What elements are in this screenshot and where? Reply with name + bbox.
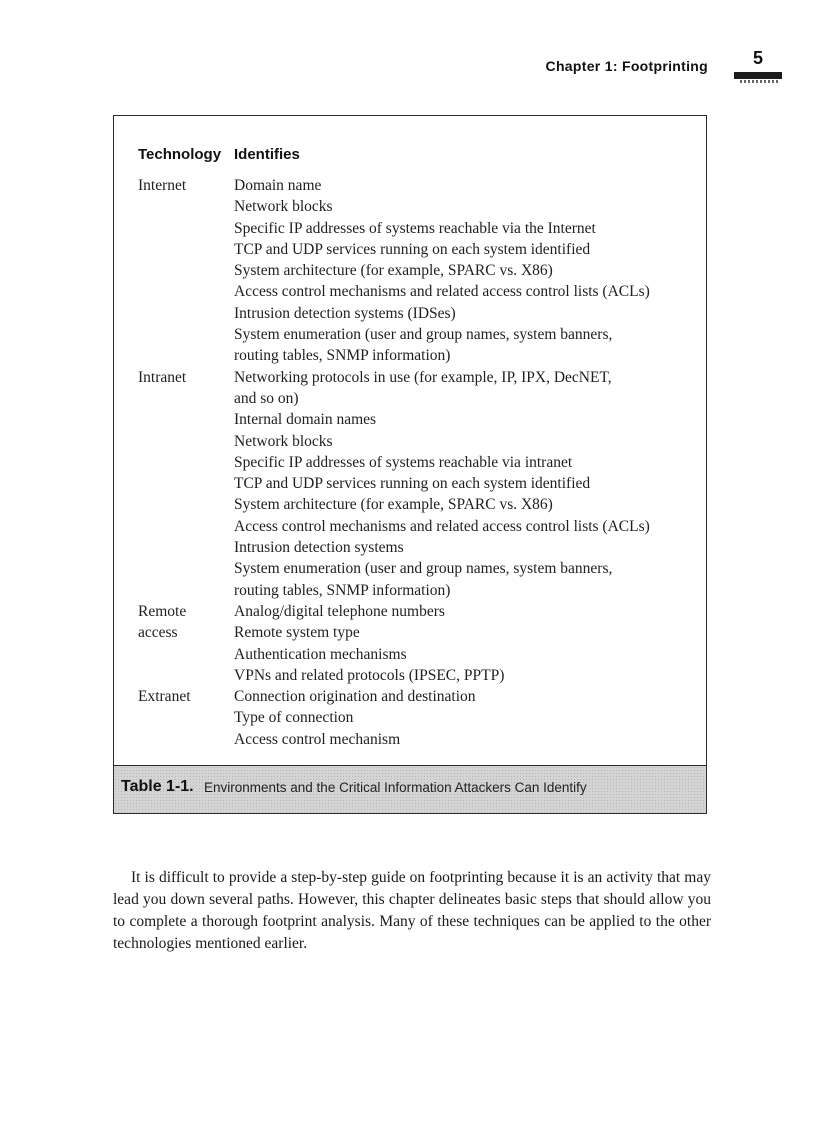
table-row bbox=[138, 601, 698, 686]
identifies-item: TCP and UDP services running on each system identified bbox=[234, 240, 591, 258]
identifies-item: routing tables, SNMP information) bbox=[234, 347, 451, 365]
technology-label: access bbox=[138, 624, 178, 642]
identifies-item: System architecture (for example, SPARC vs. X86) bbox=[234, 262, 553, 280]
identifies-item: routing tables, SNMP information) bbox=[234, 581, 451, 599]
identifies-item: System enumeration (user and group names, system banners, bbox=[234, 560, 613, 578]
technology-label: Remote bbox=[138, 602, 187, 620]
table-row bbox=[138, 367, 698, 601]
identifies-item: Internal domain names bbox=[234, 411, 377, 429]
technology-cell bbox=[138, 175, 234, 367]
identifies-item: Network blocks bbox=[234, 198, 333, 216]
identifies-item: Connection origination and destination bbox=[234, 688, 476, 706]
body-paragraph: It is difficult to provide a step-by-step guide on footprinting because it is an activity that may lead you down several paths. However, this chapter delineates basic steps that should allow you to complete a thorough footprint analysis. Many of these techniques can be applied to the other technologies mentioned earlier. bbox=[113, 868, 711, 952]
technology-label: Internet bbox=[138, 177, 187, 194]
identifies-item: and so on) bbox=[234, 389, 299, 407]
identifies-item: Access control mechanisms and related access control lists (ACLs) bbox=[234, 283, 650, 301]
identifies-item: VPNs and related protocols (IPSEC, PPTP) bbox=[234, 666, 505, 684]
identifies-item: Analog/digital telephone numbers bbox=[234, 602, 445, 620]
identifies-cell bbox=[234, 367, 698, 601]
identifies-item: Access control mechanisms and related access control lists (ACLs) bbox=[234, 517, 650, 535]
identifies-item: System architecture (for example, SPARC vs. X86) bbox=[234, 496, 553, 514]
environments-table bbox=[113, 115, 707, 814]
technology-cell bbox=[138, 367, 234, 601]
identifies-item: System enumeration (user and group names, system banners, bbox=[234, 326, 613, 344]
identifies-item: Intrusion detection systems (IDSes) bbox=[234, 304, 456, 322]
table-row bbox=[138, 686, 698, 750]
identifies-item: TCP and UDP services running on each system identified bbox=[234, 475, 591, 493]
identifies-item: Specific IP addresses of systems reachable via intranet bbox=[234, 453, 573, 471]
identifies-item: Network blocks bbox=[234, 432, 333, 450]
caption-label: Table 1-1. bbox=[121, 778, 194, 795]
identifies-item: Networking protocols in use (for example, IP, IPX, DecNET, bbox=[234, 368, 612, 386]
table-rows bbox=[138, 175, 698, 750]
identifies-item: Authentication mechanisms bbox=[234, 645, 407, 663]
technology-cell bbox=[138, 601, 234, 686]
page-number: 5 bbox=[752, 48, 763, 68]
identifies-item: Access control mechanism bbox=[234, 730, 401, 748]
identifies-item: Type of connection bbox=[234, 709, 354, 727]
identifies-item: Remote system type bbox=[234, 624, 360, 642]
caption-text: Environments and the Critical Information Attackers Can Identify bbox=[204, 780, 587, 795]
technology-cell bbox=[138, 686, 234, 750]
page-number-rule-shadow bbox=[740, 80, 780, 83]
table-caption bbox=[114, 765, 706, 813]
column-header-technology: Technology bbox=[138, 146, 222, 163]
identifies-cell bbox=[234, 686, 698, 750]
technology-label: Intranet bbox=[138, 368, 187, 386]
identifies-cell bbox=[234, 175, 698, 367]
identifies-cell bbox=[234, 601, 698, 686]
table-row bbox=[138, 175, 698, 367]
identifies-item: Intrusion detection systems bbox=[234, 539, 404, 557]
running-head: Chapter 1: Footprinting bbox=[545, 58, 708, 74]
technology-label: Extranet bbox=[138, 688, 191, 706]
identifies-item: Domain name bbox=[234, 177, 322, 194]
identifies-item: Specific IP addresses of systems reachable via the Internet bbox=[234, 219, 596, 237]
page-number-rule bbox=[734, 72, 782, 79]
column-header-identifies: Identifies bbox=[234, 146, 300, 163]
